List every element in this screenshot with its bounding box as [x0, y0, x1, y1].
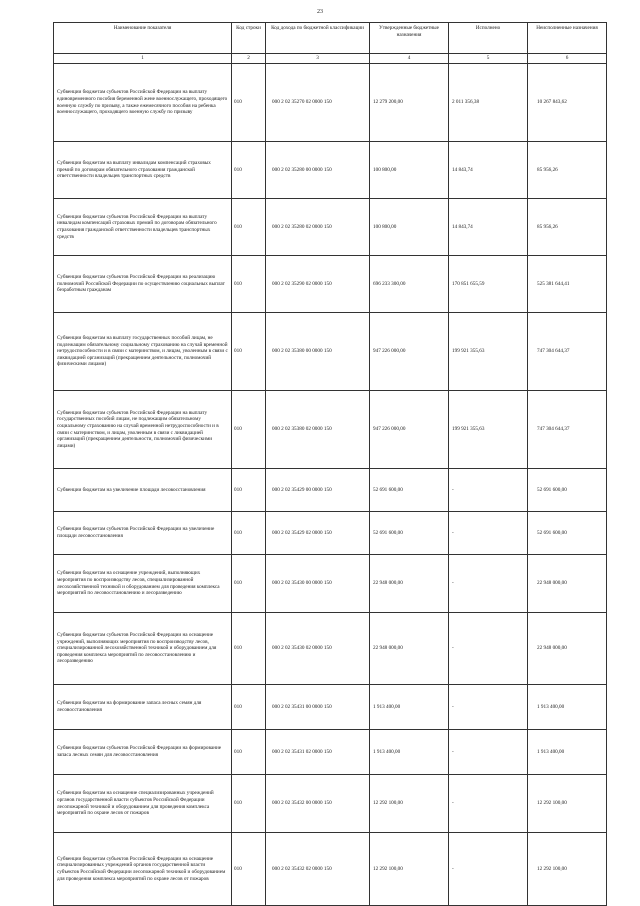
row-executed: - [449, 469, 528, 512]
row-remaining: 85 956,26 [528, 199, 607, 256]
row-line-code: 010 [232, 313, 266, 391]
row-executed: - [449, 775, 528, 833]
row-remaining: 22 948 000,00 [528, 613, 607, 685]
row-income-code: 000 2 02 35431 02 0000 150 [266, 730, 370, 775]
column-numbers-row [54, 54, 607, 64]
row-remaining: 747 304 644,37 [528, 313, 607, 391]
table-row [54, 391, 607, 469]
row-approved: 1 913 400,00 [370, 730, 449, 775]
row-remaining: 1 913 400,00 [528, 685, 607, 730]
row-line-code: 010 [232, 833, 266, 906]
header-name: Наименование показателя [54, 23, 232, 54]
row-approved: 12 279 200,00 [370, 64, 449, 142]
row-approved: 22 948 000,00 [370, 555, 449, 613]
row-line-code: 010 [232, 613, 266, 685]
row-approved: 52 691 600,00 [370, 469, 449, 512]
row-line-code: 010 [232, 142, 266, 199]
row-remaining: 525 381 644,41 [528, 256, 607, 313]
row-name: Субвенции бюджетам субъектов Российской Федерации на выплату государственных пособий лицам, не подлежащим обязательному социальному страхованию на случай временной нетрудоспособности и в связи с материнством, и лицам, уволенным в связи с ликвидацией организаций (прекращением деятельности, полномочий физическими лицами) [54, 391, 232, 469]
row-name: Субвенции бюджетам субъектов Российской Федерации на оснащение специализированных учреждений органов государственной власти субъектов Российской Федерации лесопожарной техникой и оборудованием для проведения комплекса мероприятий по охране лесов от пожаров [54, 833, 232, 906]
row-approved: 100 800,00 [370, 142, 449, 199]
row-line-code: 010 [232, 685, 266, 730]
row-remaining: 52 691 600,00 [528, 469, 607, 512]
row-income-code: 000 2 02 35429 02 0000 150 [266, 512, 370, 555]
table-row [54, 613, 607, 685]
row-remaining: 10 267 843,62 [528, 64, 607, 142]
row-name: Субвенции бюджетам субъектов Российской Федерации на реализацию полномочий Российской Федерации по осуществлению социальных выплат безработным гражданам [54, 256, 232, 313]
table-header-row [54, 23, 607, 54]
header-income-code: Код дохода по бюджетной классификации [266, 23, 370, 54]
column-number: 3 [266, 54, 370, 64]
row-line-code: 010 [232, 256, 266, 313]
row-income-code: 000 2 02 35431 00 0000 150 [266, 685, 370, 730]
table-row [54, 833, 607, 906]
row-remaining: 12 292 100,00 [528, 833, 607, 906]
table-row [54, 313, 607, 391]
row-remaining: 12 292 100,00 [528, 775, 607, 833]
table-row [54, 64, 607, 142]
row-line-code: 010 [232, 555, 266, 613]
table-row [54, 469, 607, 512]
column-number: 4 [370, 54, 449, 64]
row-remaining: 85 956,26 [528, 142, 607, 199]
row-name: Субвенции бюджетам на выплату инвалидам компенсаций страховых премий по договорам обязательного страхования гражданской ответственности владельцев транспортных средств [54, 142, 232, 199]
row-executed: - [449, 730, 528, 775]
table-row [54, 142, 607, 199]
column-number: 1 [54, 54, 232, 64]
table-row [54, 199, 607, 256]
table-row [54, 512, 607, 555]
row-line-code: 010 [232, 64, 266, 142]
row-approved: 100 800,00 [370, 199, 449, 256]
row-name: Субвенции бюджетам субъектов Российской Федерации на увеличение площади лесовосстановления [54, 512, 232, 555]
row-income-code: 000 2 02 35429 00 0000 150 [266, 469, 370, 512]
row-line-code: 010 [232, 730, 266, 775]
row-income-code: 000 2 02 35280 02 0000 150 [266, 199, 370, 256]
row-name: Субвенции бюджетам субъектов Российской Федерации на формирование запаса лесных семян для лесовосстановления [54, 730, 232, 775]
column-number: 5 [449, 54, 528, 64]
row-executed: 14 843,74 [449, 199, 528, 256]
row-executed: - [449, 833, 528, 906]
row-income-code: 000 2 02 35380 02 0000 150 [266, 391, 370, 469]
row-name: Субвенции бюджетам субъектов Российской Федерации на оснащение учреждений, выполняющих мероприятия по воспроизводству лесов, специализированной лесохозяйственной техникой и оборудованием для проведения комплекса мероприятий по лесовосстановлению и лесоразведению [54, 613, 232, 685]
row-approved: 947 226 000,00 [370, 313, 449, 391]
row-approved: 1 913 400,00 [370, 685, 449, 730]
table-row [54, 555, 607, 613]
row-executed: 199 921 355,63 [449, 391, 528, 469]
row-approved: 12 292 100,00 [370, 833, 449, 906]
row-executed: 14 843,74 [449, 142, 528, 199]
header-executed: Исполнено [449, 23, 528, 54]
row-approved: 12 292 100,00 [370, 775, 449, 833]
row-approved: 947 226 000,00 [370, 391, 449, 469]
row-income-code: 000 2 02 35430 00 0000 150 [266, 555, 370, 613]
row-name: Субвенции бюджетам на выплату государственных пособий лицам, не подлежащим обязательному социальному страхованию на случай временной нетрудоспособности и в связи с материнством, и лицам, уволенным в связи с ликвидацией организаций (прекращением деятельности, полномочий физическими лицами) [54, 313, 232, 391]
row-name: Субвенции бюджетам на увеличение площади лесовосстановления [54, 469, 232, 512]
row-income-code: 000 2 02 35280 00 0000 150 [266, 142, 370, 199]
table-row [54, 730, 607, 775]
page-number: 23 [317, 9, 323, 15]
row-line-code: 010 [232, 512, 266, 555]
row-name: Субвенции бюджетам на формирование запаса лесных семян для лесовосстановления [54, 685, 232, 730]
row-executed: 2 011 356,38 [449, 64, 528, 142]
row-line-code: 010 [232, 391, 266, 469]
row-name: Субвенции бюджетам субъектов Российской Федерации на выплату единовременного пособия беременной жене военнослужащего, проходящего военную службу по призыву, а также ежемесячного пособия на ребенка военнослужащего, проходящего военную службу по призыву [54, 64, 232, 142]
row-executed: - [449, 613, 528, 685]
header-remaining: Неисполненные назначения [528, 23, 607, 54]
row-line-code: 010 [232, 775, 266, 833]
row-approved: 52 691 600,00 [370, 512, 449, 555]
header-line-code: Код строки [232, 23, 266, 54]
row-income-code: 000 2 02 35380 00 0000 150 [266, 313, 370, 391]
row-executed: - [449, 685, 528, 730]
row-name: Субвенции бюджетам на оснащение учреждений, выполняющих мероприятия по воспроизводству лесов, специализированной лесохозяйственной техникой и оборудованием для проведения комплекса мероприятий по лесовосстановлению и лесоразведению [54, 555, 232, 613]
row-name: Субвенции бюджетам на оснащение специализированных учреждений органов государственной власти субъектов Российской Федерации лесопожарной техникой и оборудованием для проведения комплекса мероприятий по охране лесов от пожаров [54, 775, 232, 833]
table-row [54, 685, 607, 730]
column-number: 2 [232, 54, 266, 64]
row-approved: 696 233 300,00 [370, 256, 449, 313]
row-remaining: 22 948 000,00 [528, 555, 607, 613]
row-income-code: 000 2 02 35430 02 0000 150 [266, 613, 370, 685]
table-row [54, 775, 607, 833]
row-name: Субвенции бюджетам субъектов Российской Федерации на выплату инвалидам компенсаций страховых премий по договорам обязательного страхования гражданской ответственности владельцев транспортных средств [54, 199, 232, 256]
row-executed: - [449, 555, 528, 613]
table-row [54, 256, 607, 313]
column-number: 6 [528, 54, 607, 64]
row-executed: - [449, 512, 528, 555]
row-line-code: 010 [232, 469, 266, 512]
row-approved: 22 948 000,00 [370, 613, 449, 685]
row-income-code: 000 2 02 35432 02 0000 150 [266, 833, 370, 906]
row-executed: 170 851 655,59 [449, 256, 528, 313]
row-remaining: 1 913 400,00 [528, 730, 607, 775]
row-income-code: 000 2 02 35270 02 0000 150 [266, 64, 370, 142]
row-remaining: 52 691 600,00 [528, 512, 607, 555]
row-income-code: 000 2 02 35290 02 0000 150 [266, 256, 370, 313]
row-remaining: 747 304 644,37 [528, 391, 607, 469]
row-line-code: 010 [232, 199, 266, 256]
header-approved: Утвержденные бюджетные назначения [370, 23, 449, 54]
row-income-code: 000 2 02 35432 00 0000 150 [266, 775, 370, 833]
budget-table [53, 22, 607, 906]
row-executed: 199 921 355,63 [449, 313, 528, 391]
